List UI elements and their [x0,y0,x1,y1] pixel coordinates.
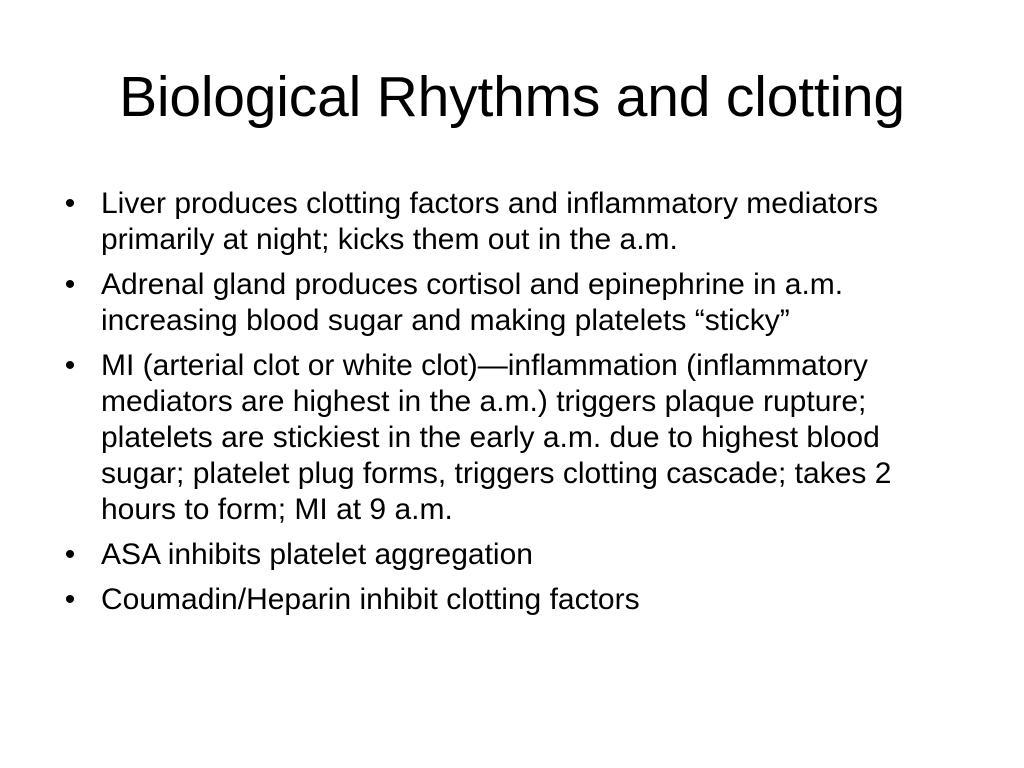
bullet-text: MI (arterial clot or white clot)—inflammation (inflammatory mediators are highest in the a.m.) triggers plaque rupture; platelets are stickiest in the early a.m. due to highest blood sugar; platelet plug forms, triggers clotting cascade; takes 2 hours to form; MI at 9 a.m. [101,349,892,526]
bullet-text: Coumadin/Heparin inhibit clotting factors [101,583,640,616]
bullet-text: ASA inhibits platelet aggregation [101,538,533,571]
bullet-item [60,186,960,258]
bullet-dot-icon: • [64,187,76,220]
bullet-dot-icon: • [64,268,76,301]
bullet-text: Adrenal gland produces cortisol and epinephrine in a.m. increasing blood sugar and making platelets “sticky” [101,268,844,337]
bullet-item [60,537,960,573]
bullet-item [60,267,960,339]
bullet-item [60,582,960,618]
bullet-text: Liver produces clotting factors and inflammatory mediators primarily at night; kicks them out in the a.m. [101,187,879,256]
bullet-item [60,348,960,528]
bullet-dot-icon: • [64,349,76,382]
bullet-dot-icon: • [64,538,76,571]
slide-title: Biological Rhythms and clotting [119,65,905,129]
bullet-dot-icon: • [64,583,76,616]
bullet-list [60,186,960,627]
